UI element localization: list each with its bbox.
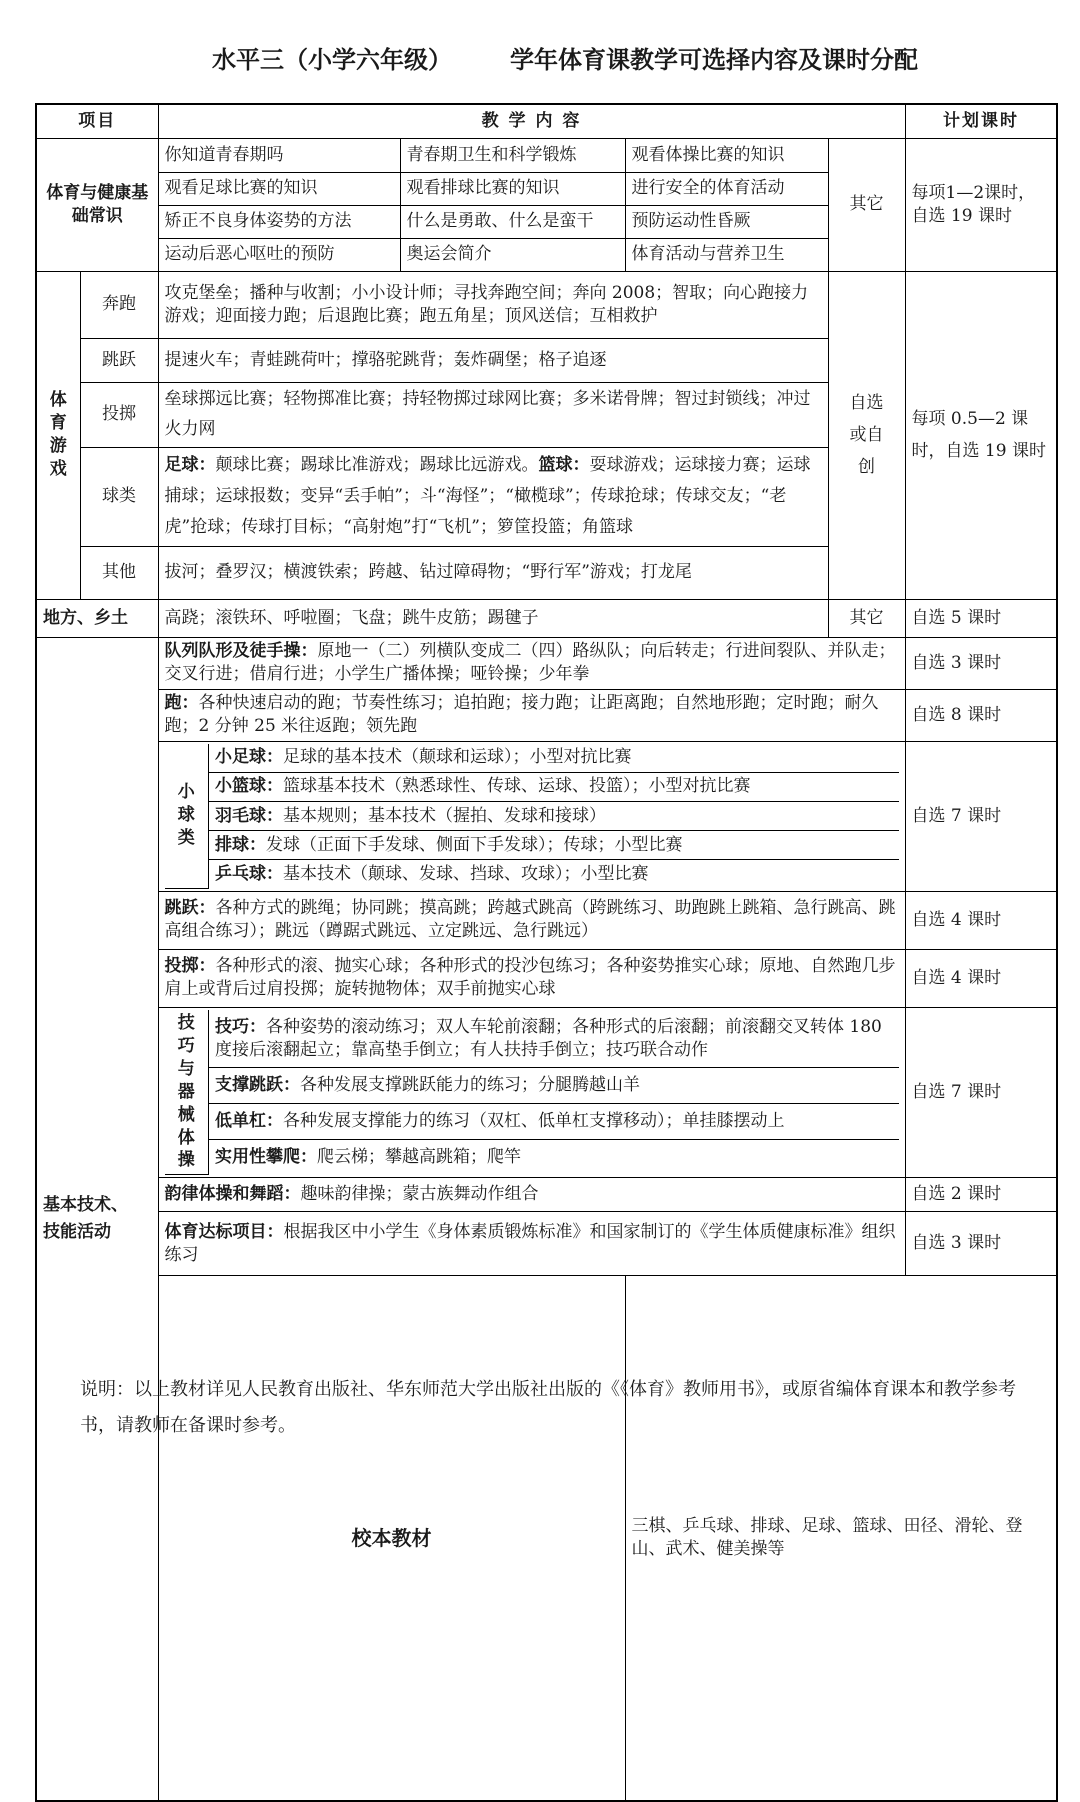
basic-throw: 投掷：各种形式的滚、抛实心球；各种形式的投沙包练习；各种姿势推实心球；原地、自然跑几步肩上或背后过肩投掷；旋转抛物体；双手前抛实心球 xyxy=(158,949,905,1007)
games-ball-label: 球类 xyxy=(80,447,158,546)
title-subject: 学年体育课教学可选择内容及课时分配 xyxy=(510,46,918,74)
local-label: 地方、乡土 xyxy=(36,599,158,637)
games-jump-text: 提速火车；青蛙跳荷叶；撑骆驼跳背；轰炸碉堡；格子追逐 xyxy=(158,338,828,382)
games-label: 体育游戏 xyxy=(36,271,80,599)
basic-row xyxy=(36,637,1057,689)
small-ball-item: 小篮球：篮球基本技术（熟悉球性、传球、运球、投篮）；小型对抗比赛 xyxy=(209,772,899,801)
gymnastics-hours: 自选 7 课时 xyxy=(905,1007,1057,1178)
games-run-text: 攻克堡垒；播种与收割；小小设计师；寻找奔跑空间；奔向 2008；智取；向心跑接力游戏；迎面接力跑；后退跑比赛；跑五角星；顶风送信；互相救护 xyxy=(158,271,828,338)
title-level: 水平三（小学六年级） xyxy=(212,46,452,74)
games-throw-text: 垒球掷远比赛；轻物掷准比赛；持轻物掷过球网比赛；多米诺骨牌；智过封锁线；冲过火力网 xyxy=(158,382,828,447)
small-ball-item: 小足球：足球的基本技术（颠球和运球）；小型对抗比赛 xyxy=(209,744,899,773)
health-topic: 观看足球比赛的知识 xyxy=(158,172,400,205)
school-text: 三棋、乒乓球、排球、足球、篮球、田径、滑轮、登山、武术、健美操等 xyxy=(625,1276,1057,1802)
small-ball-item: 排球：发球（正面下手发球、侧面下手发球）；传球；小型比赛 xyxy=(209,831,899,860)
games-row xyxy=(36,271,1057,338)
page-title xyxy=(0,40,1080,80)
school-label: 校本教材 xyxy=(158,1276,625,1802)
basic-throw-hours: 自选 4 课时 xyxy=(905,949,1057,1007)
basic-standard: 体育达标项目：根据我区中小学生《身体素质锻炼标准》和国家制订的《学生体质健康标准》组织练习 xyxy=(158,1212,905,1276)
curriculum-table xyxy=(35,103,1058,1802)
local-hours: 自选 5 课时 xyxy=(905,599,1057,637)
games-hours: 每项 0.5—2 课时，自选 19 课时 xyxy=(905,271,1057,599)
health-topic: 奥运会简介 xyxy=(400,238,625,271)
basic-rhythm: 韵律体操和舞蹈：趣味韵律操；蒙古族舞动作组合 xyxy=(158,1178,905,1212)
health-hours: 每项1—2课时，自选 19 课时 xyxy=(905,138,1057,271)
games-other-text: 拔河；叠罗汉；横渡铁索；跨越、钻过障碍物；“野行军”游戏；打龙尾 xyxy=(158,546,828,599)
gym-item: 低单杠：各种发展支撑能力的练习（双杠、低单杠支撑移动）；单挂膝摆动上 xyxy=(209,1104,899,1140)
basic-rhythm-hours: 自选 2 课时 xyxy=(905,1178,1057,1212)
header-hours: 计划课时 xyxy=(905,104,1057,138)
small-balls-hours: 自选 7 课时 xyxy=(905,741,1057,891)
basic-standard-hours: 自选 3 课时 xyxy=(905,1212,1057,1276)
gymnastics-label: 技巧与器械体操 xyxy=(165,1010,209,1175)
basic-jump: 跳跃：各种方式的跳绳；协同跳；摸高跳；跨越式跳高（跨跳练习、助跑跳上跳箱、急行跳高、跳高组合练习）；跳远（蹲踞式跳远、立定跳远、急行跳远） xyxy=(158,891,905,949)
health-topic: 运动后恶心呕吐的预防 xyxy=(158,238,400,271)
gym-item: 技巧：各种姿势的滚动练习；双人车轮前滚翻；各种形式的后滚翻；前滚翻交叉转体 180 度接后滚翻起立；靠高垫手倒立；有人扶持手倒立；技巧联合动作 xyxy=(209,1010,899,1068)
local-text: 高跷；滚铁环、呼啦圈；飞盘；跳牛皮筋；踢毽子 xyxy=(158,599,828,637)
health-topic: 你知道青春期吗 xyxy=(158,138,400,172)
header-content: 教 学 内 容 xyxy=(158,104,905,138)
school-row xyxy=(36,1276,1057,1802)
health-mode: 其它 xyxy=(828,138,905,271)
gym-item: 支撑跳跃：各种发展支撑跳跃能力的练习；分腿腾越山羊 xyxy=(209,1068,899,1104)
games-jump-label: 跳跃 xyxy=(80,338,158,382)
games-other-label: 其他 xyxy=(80,546,158,599)
basic-row xyxy=(36,741,1057,891)
basic-run-hours: 自选 8 课时 xyxy=(905,689,1057,741)
local-mode: 其它 xyxy=(828,599,905,637)
health-topic: 预防运动性昏厥 xyxy=(625,205,828,238)
health-topic: 青春期卫生和科学锻炼 xyxy=(400,138,625,172)
health-label: 体育与健康基础常识 xyxy=(36,138,158,271)
small-ball-item: 羽毛球：基本规则；基本技术（握拍、发球和接球） xyxy=(209,801,899,830)
small-balls-block xyxy=(158,741,905,891)
health-row xyxy=(36,138,1057,172)
games-throw-label: 投掷 xyxy=(80,382,158,447)
header-row xyxy=(36,104,1057,138)
basic-label: 基本技术、技能活动 xyxy=(36,637,158,1801)
basic-jump-hours: 自选 4 课时 xyxy=(905,891,1057,949)
basic-row xyxy=(36,1007,1057,1178)
health-topic: 体育活动与营养卫生 xyxy=(625,238,828,271)
gym-item: 实用性攀爬：爬云梯；攀越高跳箱；爬竿 xyxy=(209,1140,899,1175)
games-run-label: 奔跑 xyxy=(80,271,158,338)
small-ball-item: 乒乓球：基本技术（颠球、发球、挡球、攻球）；小型比赛 xyxy=(209,860,899,889)
health-topic: 什么是勇敢、什么是蛮干 xyxy=(400,205,625,238)
small-balls-label: 小球类 xyxy=(165,744,209,889)
footnote: 说明：以上教材详见人民教育出版社、华东师范大学出版社出版的《《体育》教师用书》，或原省编体育课本和教学参考书，请教师在备课时参考。 xyxy=(80,1379,1016,1436)
header-item: 项目 xyxy=(36,104,158,138)
games-mode: 自选或自创 xyxy=(828,271,905,599)
basic-run: 跑：各种快速启动的跑；节奏性练习；追拍跑；接力跑；让距离跑；自然地形跑；定时跑；耐久跑；2 分钟 25 米往返跑；领先跑 xyxy=(158,689,905,741)
basic-row xyxy=(36,1212,1057,1276)
health-topic: 观看体操比赛的知识 xyxy=(625,138,828,172)
health-topic: 进行安全的体育活动 xyxy=(625,172,828,205)
gymnastics-block xyxy=(158,1007,905,1178)
local-row xyxy=(36,599,1057,637)
health-topic: 矫正不良身体姿势的方法 xyxy=(158,205,400,238)
basic-row xyxy=(36,949,1057,1007)
basic-row xyxy=(36,1178,1057,1212)
basic-row xyxy=(36,891,1057,949)
basic-row xyxy=(36,689,1057,741)
games-ball-text: 足球：颠球比赛；踢球比准游戏；踢球比远游戏。篮球：耍球游戏；运球接力赛；运球捕球；运球报数；变异“丢手帕”；斗“海怪”；“橄榄球”；传球抢球；传球交友；“老虎”抢球；传球打目标；“高射炮”打“飞机”；箩筐投篮；角篮球 xyxy=(158,447,828,546)
basic-formation: 队列队形及徒手操：原地一（二）列横队变成二（四）路纵队；向后转走；行进间裂队、并队走；交叉行进；借肩行进；小学生广播体操；哑铃操；少年拳 xyxy=(158,637,905,689)
basic-formation-hours: 自选 3 课时 xyxy=(905,637,1057,689)
health-topic: 观看排球比赛的知识 xyxy=(400,172,625,205)
